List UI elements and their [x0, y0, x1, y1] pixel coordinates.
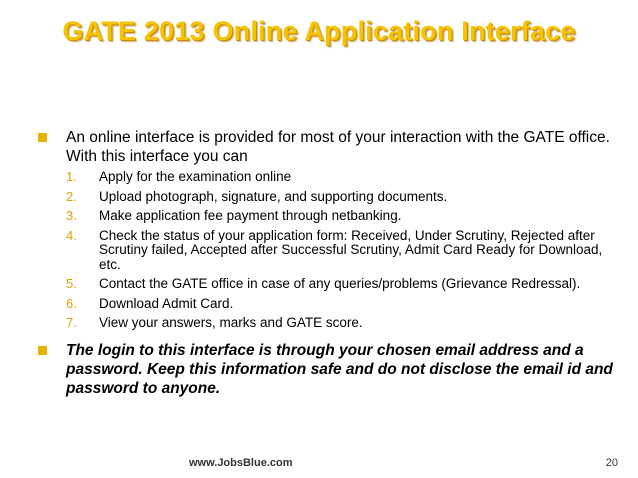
list-item-text: View your answers, marks and GATE score.	[99, 315, 363, 330]
list-item	[38, 229, 618, 273]
slide-title: GATE 2013 Online Application Interface	[62, 16, 576, 46]
list-item	[38, 277, 618, 292]
list-item-text: Check the status of your application form: Received, Under Scrutiny, Rejected after Scrutiny failed, Accepted after Successful Scrutiny, Admit Card Ready for Download, etc.	[99, 227, 603, 272]
slide-content	[38, 128, 618, 398]
square-bullet-icon	[38, 346, 47, 355]
login-bullet	[38, 341, 618, 398]
page-number: 20	[605, 457, 618, 469]
list-item-number: 5.	[66, 276, 77, 291]
list-item-number: 6.	[66, 295, 77, 311]
login-note: The login to this interface is through your chosen email address and a password. Keep this information safe and do not disclose the email id and password to anyone.	[66, 341, 613, 397]
list-item-text: Apply for the examination online	[99, 169, 292, 184]
list-item	[38, 316, 618, 331]
list-item-text: Upload photograph, signature, and supporting documents.	[99, 188, 448, 204]
list-item-text: Make application fee payment through netbanking.	[99, 208, 402, 223]
square-bullet-icon	[38, 133, 47, 142]
feature-list	[38, 170, 618, 331]
list-item-text: Contact the GATE office in case of any queries/problems (Grievance Redressal).	[99, 276, 581, 291]
list-item	[38, 209, 618, 224]
list-item-number: 3.	[66, 208, 77, 223]
list-item	[38, 170, 618, 185]
list-item-text: Download Admit Card.	[99, 295, 234, 311]
list-item-number: 4.	[66, 227, 77, 243]
list-item-number: 7.	[66, 315, 77, 330]
list-item-number: 1.	[66, 169, 77, 184]
list-item	[38, 190, 618, 205]
intro-text: An online interface is provided for most of your interaction with the GATE office. With this interface you can	[66, 129, 610, 165]
list-item	[38, 297, 618, 312]
intro-bullet	[38, 128, 618, 166]
footer-website: www.JobsBlue.com	[189, 457, 293, 469]
list-item-number: 2.	[66, 188, 77, 204]
